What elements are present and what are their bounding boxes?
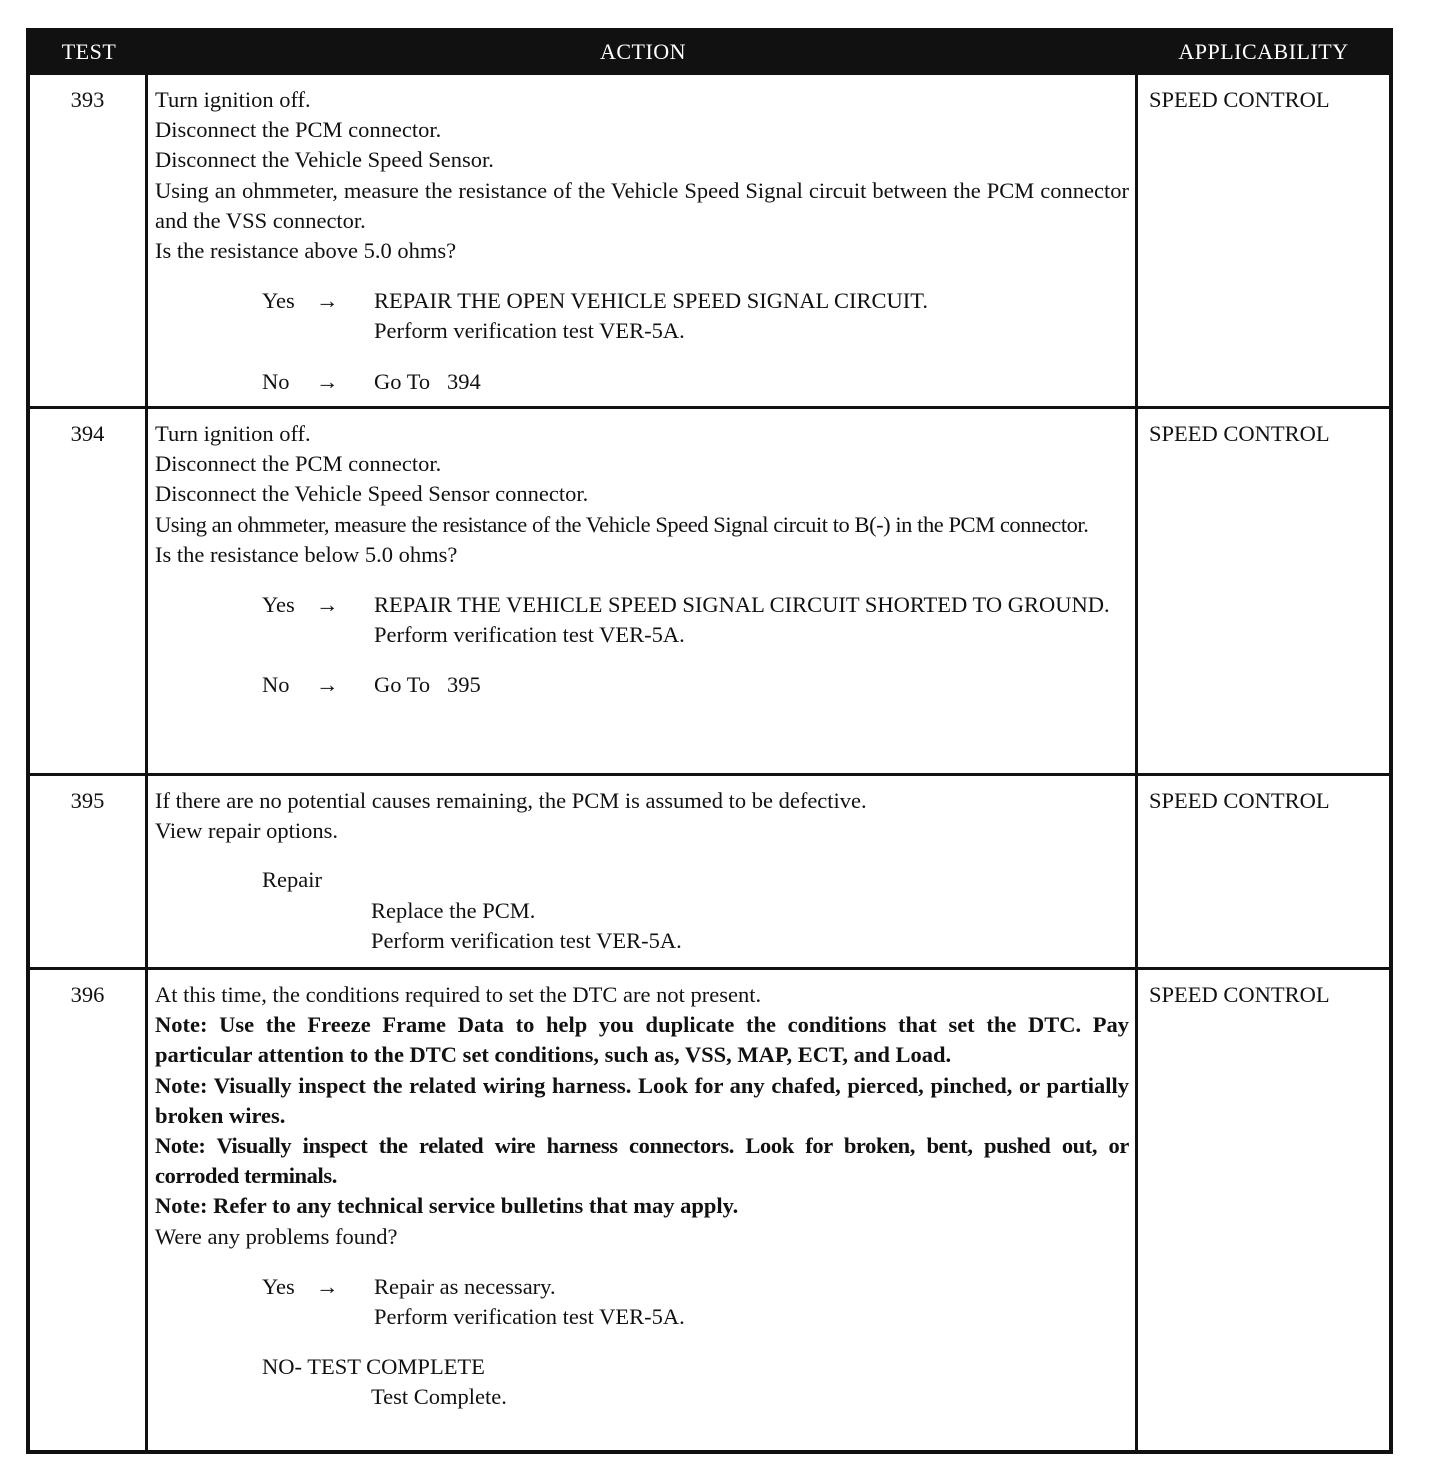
yes-label: Yes: [262, 592, 295, 618]
spacer: [155, 347, 1129, 367]
result-line: REPAIR THE VEHICLE SPEED SIGNAL CIRCUIT SHORTED TO GROUND.: [374, 592, 1110, 618]
step: Is the resistance above 5.0 ohms?: [155, 238, 457, 264]
no-result: Go To 394: [374, 368, 481, 394]
applicability-cell: SPEED CONTROL: [1149, 421, 1330, 446]
table-row-395: [30, 773, 1389, 967]
step: Disconnect the PCM connector.: [155, 117, 442, 143]
test-number: 394: [30, 409, 148, 773]
step: Disconnect the Vehicle Speed Sensor.: [155, 147, 494, 173]
step: Turn ignition off.: [155, 421, 311, 446]
header-action: ACTION: [599, 39, 687, 64]
yes-answer: [262, 1272, 1129, 1332]
spacer: [155, 1332, 1129, 1352]
note: Note: Use the Freeze Frame Data to help you duplicate the conditions that set the DTC. Pay particular attention to the DTC set conditions, such as, VSS, MAP, ECT, and Load.: [155, 1012, 1129, 1068]
table-row-396: [30, 967, 1389, 1450]
arrow-icon: →: [316, 1273, 339, 1299]
no-label: No: [262, 672, 290, 698]
diagnostic-test-table: [26, 28, 1393, 1454]
step: Disconnect the Vehicle Speed Sensor connector.: [155, 481, 589, 507]
table-header: [30, 32, 1389, 72]
spacer: [155, 1252, 1129, 1272]
yes-result: [374, 286, 1129, 346]
step: Disconnect the PCM connector.: [155, 451, 442, 477]
arrow-icon: →: [316, 672, 339, 698]
result-line: Repair as necessary.: [374, 1273, 556, 1299]
action-cell: [148, 970, 1138, 1450]
note: Note: Refer to any technical service bulletins that may apply.: [155, 1193, 739, 1219]
spacer: [155, 846, 1129, 865]
table-row-393: [30, 72, 1389, 406]
table-row-394: [30, 406, 1389, 773]
result-line: Perform verification test VER-5A.: [374, 622, 685, 648]
step: Is the resistance below 5.0 ohms?: [155, 541, 458, 567]
applicability-cell: SPEED CONTROL: [1149, 87, 1330, 112]
note: Note: Visually inspect the related wiring harness. Look for any chafed, pierced, pinched, or partially broken wires.: [155, 1072, 1129, 1128]
test-number: 395: [30, 776, 148, 967]
yes-result: [374, 590, 1129, 650]
arrow-icon: →: [316, 368, 339, 394]
step: Using an ohmmeter, measure the resistance of the Vehicle Speed Signal circuit to B(-) in the PCM connector.: [155, 511, 1089, 537]
no-result: Test Complete.: [371, 1384, 507, 1410]
header-test: TEST: [61, 39, 117, 64]
repair-label: Repair: [262, 867, 322, 893]
arrow-icon: →: [316, 288, 339, 314]
no-answer: [262, 670, 1129, 700]
test-number: 396: [30, 970, 148, 1450]
action-cell: [148, 75, 1138, 406]
no-answer: [262, 367, 1129, 397]
step: View repair options.: [155, 818, 338, 844]
repair-line: Perform verification test VER-5A.: [371, 927, 682, 953]
step: Turn ignition off.: [155, 87, 311, 112]
result-line: Perform verification test VER-5A.: [374, 1304, 685, 1330]
header-applicability: APPLICABILITY: [1178, 39, 1349, 64]
test-number: 393: [30, 75, 148, 406]
step: Using an ohmmeter, measure the resistance of the Vehicle Speed Signal circuit between the PCM connector and the VSS connector.: [155, 177, 1129, 233]
note: Note: Visually inspect the related wire harness connectors. Look for broken, bent, pushed out, or corroded terminals.: [155, 1133, 1129, 1189]
applicability-cell: SPEED CONTROL: [1149, 982, 1330, 1007]
yes-label: Yes: [262, 288, 295, 314]
yes-answer: [262, 590, 1129, 650]
repair-line: Replace the PCM.: [371, 897, 536, 923]
spacer: [155, 266, 1129, 286]
action-cell: [148, 776, 1138, 967]
no-label: NO- TEST COMPLETE: [262, 1354, 485, 1380]
action-cell: [148, 409, 1138, 773]
intro-text: At this time, the conditions required to set the DTC are not present.: [155, 982, 762, 1007]
no-result: Go To 395: [374, 672, 481, 698]
spacer: [155, 570, 1129, 590]
arrow-icon: →: [316, 592, 339, 618]
result-line: Perform verification test VER-5A.: [374, 318, 685, 344]
applicability-cell: SPEED CONTROL: [1149, 788, 1330, 813]
step: If there are no potential causes remaining, the PCM is assumed to be defective.: [155, 788, 867, 813]
no-label: No: [262, 368, 290, 394]
yes-result: [374, 1272, 1129, 1332]
yes-label: Yes: [262, 1273, 295, 1299]
question: Were any problems found?: [155, 1223, 398, 1249]
yes-answer: [262, 286, 1129, 346]
result-line: REPAIR THE OPEN VEHICLE SPEED SIGNAL CIRCUIT.: [374, 288, 928, 314]
spacer: [155, 650, 1129, 670]
